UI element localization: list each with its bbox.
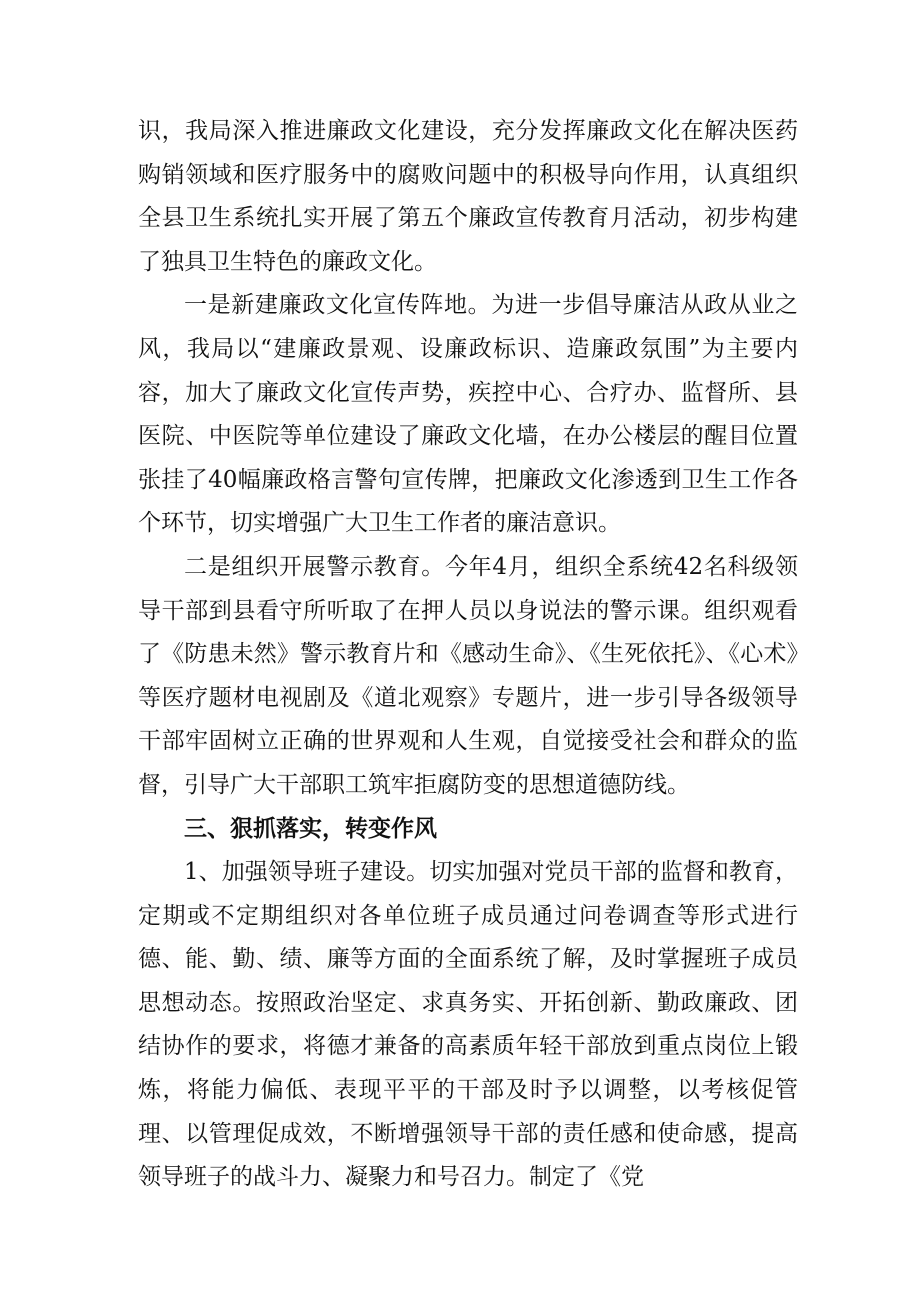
paragraph-warning-education: 二是组织开展警示教育。今年4月，组织全系统42名科级领导干部到县看守所听取了在押人员以身说法的警示课。组织观看了《防患未然》警示教育片和《感动生命》、《生死依托》、《心术》等医疗题材电视剧及《道北观察》专题片，进一步引导各级领导干部牢固树立正确的世界观和人生观，自觉接受社会和群众的监督，引导广大干部职工筑牢拒腐防变的思想道德防线。	[138, 553, 798, 798]
section-heading: 三、狠抓落实，转变作风	[184, 815, 437, 842]
paragraph-leadership-building: 1、加强领导班子建设。切实加强对党员干部的监督和教育，定期或不定期组织对各单位班子成员通过问卷调查等形式进行德、能、勤、绩、廉等方面的全面系统了解，及时掌握班子成员思想动态。按照政治坚定、求真务实、开拓创新、勤政廉政、团结协作的要求，将德才兼备的高素质年轻干部放到重点岗位上锻炼，将能力偏低、表现平平的干部及时予以调整，以考核促管理、以管理促成效，不断增强领导干部的责任感和使命感，提高领导班子的战斗力、凝聚力和号召力。制定了《党	[138, 859, 798, 1191]
paragraph-intro-continuation: 识，我局深入推进廉政文化建设，充分发挥廉政文化在解决医药购销领域和医疗服务中的腐败问题中的积极导向作用，认真组织全县卫生系统扎实开展了第五个廉政宣传教育月活动，初步构建了独具卫生特色的廉政文化。	[138, 118, 798, 275]
paragraph-culture-position: 一是新建廉政文化宣传阵地。为进一步倡导廉洁从政从业之风，我局以“建廉政景观、设廉政标识、造廉政氛围”为主要内容，加大了廉政文化宣传声势，疾控中心、合疗办、监督所、县医院、中医院等单位建设了廉政文化墙，在办公楼层的醒目位置张挂了40幅廉政格言警句宣传牌，把廉政文化渗透到卫生工作各个环节，切实增强广大卫生工作者的廉洁意识。	[138, 292, 798, 537]
document-body	[138, 110, 798, 1200]
